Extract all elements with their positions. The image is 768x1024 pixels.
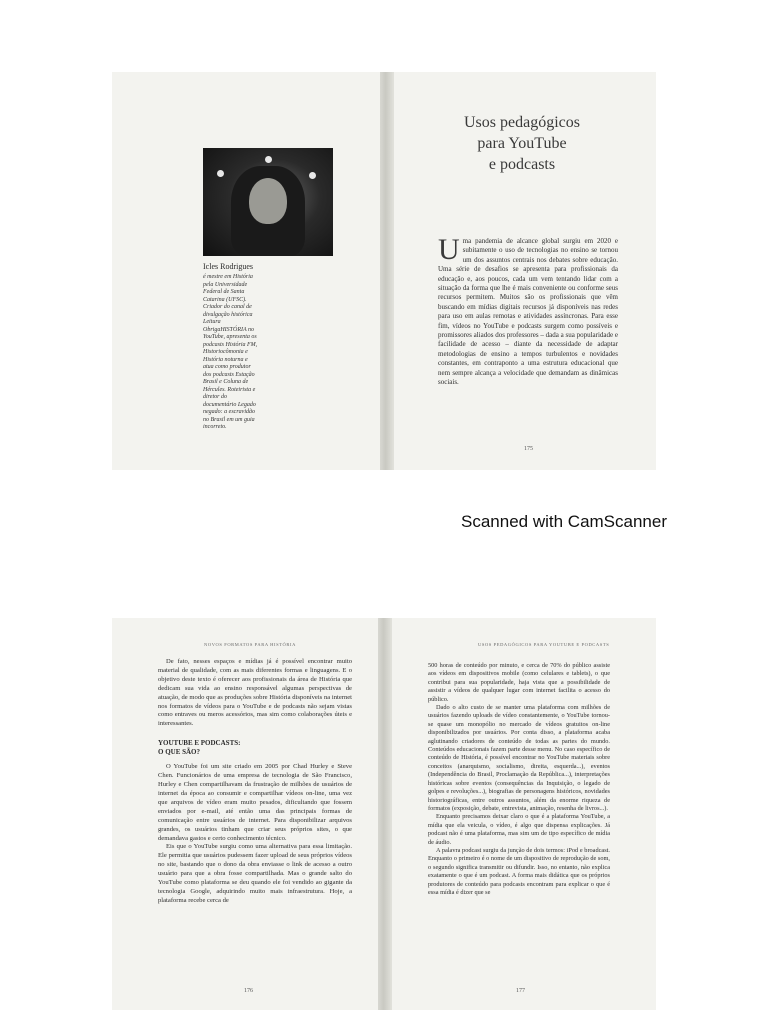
chapter-body <box>438 233 618 388</box>
paragraph: A palavra podcast surgiu da junção de dois termos: iPod e broadcast. Enquanto o primeiro é o nome de um dispositivo de reprodução de som, o segundo significa transmitir ou difundir. Isso, no entanto, não explica exatamente o que é um podcast. A forma mais didática que os próprios produtores de conteúdo para podcasts encontram para explicar o que é essa mídia é dizer que se <box>428 846 610 896</box>
author-name: Icles Rodrigues <box>203 262 253 271</box>
page-number-left: 176 <box>244 988 253 994</box>
paragraph: De fato, nesses espaços e mídias já é possível encontrar muito material de qualidade, com as mais diferentes formas e linguagens. E o objetivo deste texto é oferecer aos profissionais da área de História que dedicam sua vida ao ensino responsável algumas perspectivas de atuação, de modo que as produções sobre História disponíveis na internet nos formatos de vídeos para o YouTube e de podcasts não sejam vistas como entraves ou meros acessórios, mas sim como colaborações úteis e interessantes. <box>158 658 352 728</box>
page-number-right: 177 <box>516 988 525 994</box>
page-number: 175 <box>524 446 533 452</box>
left-column <box>158 658 352 906</box>
running-head-right: USOS PEDAGÓGICOS PARA YOUTUBE E PODCASTS <box>478 642 610 647</box>
scan-spread-2 <box>112 618 656 1010</box>
title-line: para YouTube <box>477 135 567 152</box>
title-line: e podcasts <box>488 156 556 173</box>
right-column <box>428 662 610 897</box>
camscanner-watermark: Scanned with CamScanner <box>461 512 668 531</box>
running-head-left: NOVOS FORMATOS PARA HISTÓRIA <box>204 642 296 647</box>
book-gutter <box>378 618 392 1010</box>
section-heading <box>158 739 352 757</box>
book-gutter <box>380 72 394 470</box>
paragraph: Enquanto precisamos deixar claro o que é a plataforma YouTube, a mídia que ela veicula, o vídeo, é algo que dispensa explicações. Já podcast não é uma plataforma, mas sim um de tipo específico de mídia de áudio. <box>428 813 610 846</box>
body-text: ma pandemia de alcance global surgiu em 2020 e subitamente o uso de tecnologias no ensino se tornou um dos assuntos centrais nos debates sobre educação. Uma série de desafios se apresenta para profissionais da educação e, aos poucos, cada um vem tentando lidar com a situação da forma que lhe é mais conveniente ou conforme seus recursos permitem. Muitos são os profissionais que vêm buscando em mídias digitais recursos já disponíveis nas redes para uso em aulas remotas e atividades assíncronas. Para esse fim, vídeos no YouTube e podcasts surgem como possíveis e promissores aliados dos professores – dada a sua popularidade e facilidade de acesso – diante da necessidade de adaptar metodologias de ensino a tempos turbulentos e novidades constantes, em contraponto a uma estrutura educacional que nem sempre alcança a velocidade que demandam as dinâmicas sociais. <box>438 237 618 387</box>
paragraph: Dado o alto custo de se manter uma plataforma com milhões de usuários fazendo uploads de vídeo constantemente, o YouTube tornou-se quase um monopólio no mercado de vídeos gratuitos on-line disponibilizados por usuários. Por conta disso, a plataforma acaba aglutinando criadores de conteúdo de todas as partes do mundo. Conteúdos educacionais fazem parte desse menu. No caso específico de conteúdo de História, é possível encontrar no YouTube materiais sobre conceitos (anarquismo, socialismo, direita, esquerda...), eventos (Independência do Brasil, Proclamação da República...), interpretações históricas sobre eventos (consequências da Inquisição, o legado de golpes e revoluções...), biografias de personagens históricos, novidades historiográficas, entre outros assuntos, além da enorme riqueza de formatos (exposição, debate, entrevista, animação, resenha de livros...). <box>428 704 610 812</box>
paragraph: 500 horas de conteúdo por minuto, e cerca de 70% do público assiste aos vídeos em dispositivos mobile (como celulares e tablets), o que contribui para sua popularidade, haja vista que a possibilidade de assistir a vídeos de qualquer lugar com internet facilita o acesso do público. <box>428 662 610 703</box>
heading-line: O QUE SÃO? <box>158 748 201 757</box>
chapter-title <box>442 112 602 175</box>
scan-spread-1 <box>112 72 656 470</box>
heading-line: YOUTUBE E PODCASTS: <box>158 739 241 748</box>
paragraph: Eis que o YouTube surgiu como uma alternativa para essa limitação. Ele permitia que usuários pudessem fazer upload de seus próprios vídeos no site, bastando que o dono da obra enviasse o link de acesso a outro usuário para que a obra fosse compartilhada. Mas o grande salto do YouTube como plataforma se deu quando ele foi vendido ao gigante da tecnologia Google, adquirindo muito mais infraestrutura. Hoje, a plataforma recebe cerca de <box>158 843 352 904</box>
drop-cap: U <box>438 233 460 266</box>
author-bio: é mestre em História pela Universidade Federal de Santa Catarina (UFSC). Criador do canal de divulgação histórica Leitura ObrigaHISTÓRIA no YouTube, apresenta os podcasts História FM, Historiocômonia e História noturna e atua como produtor dos podcasts Estação Brasil e Coluna de Hércules. Roteirista e diretor do documentário Legado negado: a escravidão no Brasil em um guia incorreto. <box>203 274 258 430</box>
title-line: Usos pedagógicos <box>464 114 580 131</box>
paragraph: O YouTube foi um site criado em 2005 por Chad Hurley e Steve Chen. Funcionários de uma empresa de tecnologia de São Francisco, Hurley e Chen compartilhavam da frustração de milhões de usuários de internet da época ao consumir e compartilhar vídeos on-line, uma vez que arquivos de vídeo eram muito pesados, dificultando que fossem enviados por e-mail, até então uma das principais formas de comunicação entre usuários de internet. Para disponibilizar arquivos grandes, os usuários tinham que criar seus próprios sites, o que demandava gastos e certo conhecimento técnico. <box>158 763 352 842</box>
author-photo <box>203 148 333 256</box>
